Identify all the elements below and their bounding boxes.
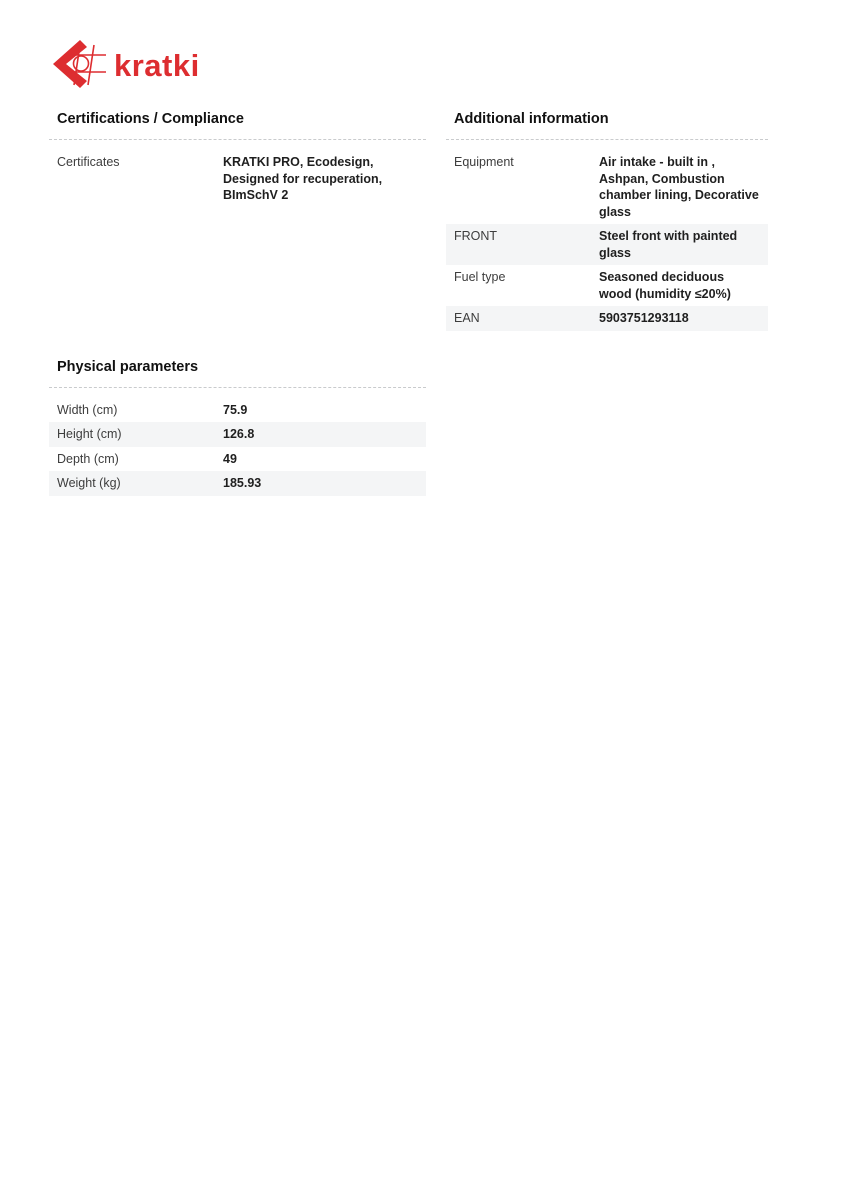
- row-label: Weight (kg): [57, 476, 121, 490]
- kratki-logo[interactable]: [50, 39, 200, 89]
- certifications-table: [49, 150, 426, 208]
- row-value: 126.8: [223, 427, 255, 441]
- row-value: 185.93: [223, 476, 262, 490]
- additional-information-table: [446, 150, 768, 331]
- section-physical-parameters: [49, 359, 426, 496]
- row-value: 5903751293118: [599, 311, 689, 325]
- row-value: Steel front with painted glass: [599, 229, 738, 260]
- physical-parameters-title: Physical parameters: [57, 358, 199, 375]
- dashed-separator: [49, 387, 426, 388]
- table-row-fuel-type: [446, 265, 768, 306]
- table-row-height: [49, 422, 426, 447]
- section-additional-information: [446, 111, 768, 331]
- row-value: KRATKI PRO, Ecodesign, Designed for recuperation, BImSchV 2: [223, 155, 383, 202]
- certifications-title: Certifications / Compliance: [57, 111, 244, 127]
- additional-information-title: Additional information: [454, 111, 609, 127]
- row-value: Seasoned deciduous wood (humidity ≤20%): [599, 270, 731, 301]
- row-label: Equipment: [454, 155, 514, 169]
- row-label: Certificates: [57, 155, 120, 169]
- row-label: FRONT: [454, 229, 498, 243]
- table-row-equipment: [446, 150, 768, 224]
- physical-parameters-table: [49, 398, 426, 496]
- kratki-logo-wordmark: kratki: [114, 47, 200, 83]
- row-value: Air intake - built in , Ashpan, Combustion chamber lining, Decorative glass: [599, 155, 759, 219]
- dashed-separator: [49, 139, 426, 140]
- row-label: Fuel type: [454, 270, 506, 284]
- table-row-width: [49, 398, 426, 423]
- row-label: EAN: [454, 311, 480, 325]
- spec-content: [49, 111, 768, 496]
- row-label: Width (cm): [57, 402, 118, 417]
- table-row-weight: [49, 471, 426, 496]
- section-certifications: [49, 111, 426, 208]
- table-row-ean: [446, 306, 768, 331]
- row-label: Height (cm): [57, 427, 122, 441]
- row-value: 49: [223, 451, 237, 466]
- row-value: 75.9: [223, 402, 248, 417]
- table-row-depth: [49, 447, 426, 472]
- table-row-certificates: [49, 150, 426, 208]
- dashed-separator: [446, 139, 768, 140]
- table-row-front: [446, 224, 768, 265]
- kratki-chevron-grate-icon: [50, 39, 112, 89]
- row-label: Depth (cm): [57, 451, 119, 466]
